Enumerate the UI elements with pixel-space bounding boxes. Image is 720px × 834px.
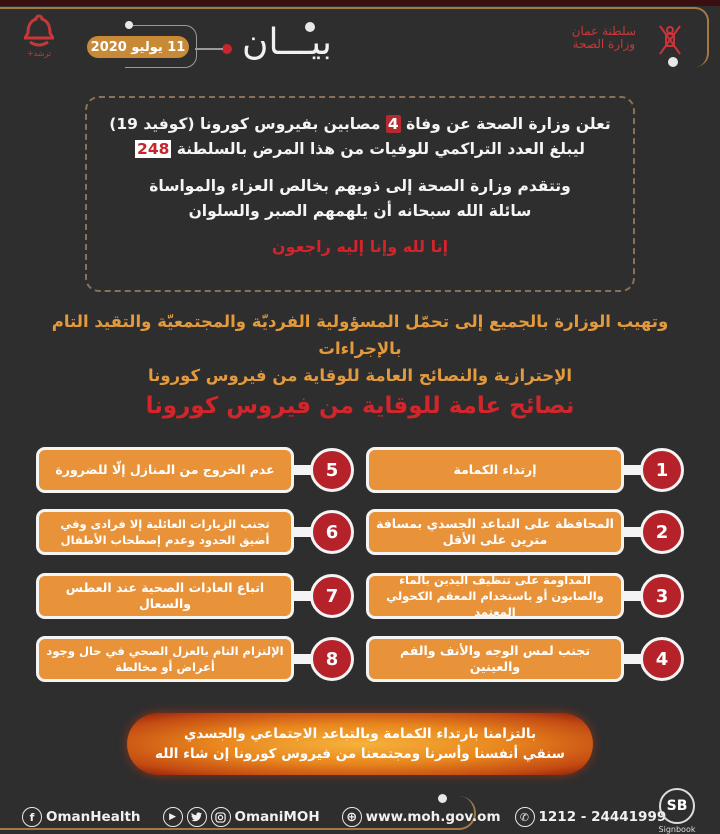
tip-item — [36, 509, 354, 555]
bell-label: ترشد+ — [26, 49, 52, 58]
tip-number: 3 — [640, 574, 684, 618]
tip-item — [366, 509, 684, 555]
tip-text: المداومة على تنظيف اليدين بالماء والصابون أو باستخدام المعقم الكحولي المعتمد — [366, 573, 624, 619]
date-badge: 11 يوليو 2020 — [87, 36, 189, 58]
logo-line-1: سلطنة عمان — [571, 24, 636, 38]
tips-title: نصائح عامة للوقاية من فيروس كورونا — [145, 393, 575, 419]
bell-icon — [24, 14, 54, 48]
tip-text: إرتداء الكمامة — [366, 447, 624, 493]
line2-before: ليبلغ العدد التراكمي للوفيات من هذا المرض بالسلطنة — [176, 140, 585, 158]
tip-number: 7 — [310, 574, 354, 618]
social-handle[interactable]: OmaniMOH — [234, 809, 320, 825]
signbook-label: Signbook — [658, 825, 696, 834]
condolence-line-2: سائلة الله سبحانه أن يلهمهم الصبر والسلوان — [188, 202, 532, 220]
tip-number: 4 — [640, 637, 684, 681]
instagram-icon[interactable] — [211, 807, 231, 827]
tip-item — [366, 447, 684, 493]
youtube-icon[interactable]: ▶ — [163, 807, 183, 827]
tip-item — [366, 573, 684, 619]
appeal-text — [20, 308, 700, 389]
slogan-line-1: بالتزامنا بارتداء الكمامة وبالتباعد الاجتماعي والجسدي — [183, 726, 537, 742]
appeal-line-1: وتهيب الوزارة بالجميع إلى تحمّل المسؤولية الفرديّة والمجتمعيّة والتقيد التام بالإجراءات — [51, 312, 669, 358]
tip-number: 8 — [310, 637, 354, 681]
tip-item — [36, 573, 354, 619]
announcement-box — [85, 96, 635, 292]
tip-text: تجنب الزيارات العائلية إلا فرادى وفي أضيق الحدود وعدم إصطحاب الأطفال — [36, 509, 294, 555]
tip-number: 1 — [640, 448, 684, 492]
line1-after: مصابين بفيروس كورونا (كوفيد 19) — [109, 115, 381, 133]
ministry-logo — [560, 10, 690, 66]
date-connector-line — [195, 48, 223, 50]
phone-icon: ✆ — [515, 807, 535, 827]
footer-contacts — [22, 805, 666, 829]
website-link[interactable]: www.moh.gov.om — [365, 809, 501, 825]
tip-number: 5 — [310, 448, 354, 492]
tip-item — [36, 636, 354, 682]
slogan-line-2: سنقي أنفسنا وأسرنا ومجتمعنا من فيروس كورونا إن شاء الله — [155, 746, 565, 762]
signbook-icon: SB — [659, 788, 695, 824]
tip-number: 2 — [640, 510, 684, 554]
total-deaths: 248 — [137, 140, 170, 158]
globe-icon: ⊕ — [342, 807, 362, 827]
page-title: بيـــان — [242, 22, 332, 63]
ministry-name — [572, 25, 636, 51]
twitter-icon[interactable] — [187, 807, 207, 827]
facebook-icon[interactable]: f — [22, 807, 42, 827]
tip-number: 6 — [310, 510, 354, 554]
title-dot — [222, 44, 232, 54]
tip-text: اتباع العادات الصحية عند العطس والسعال — [36, 573, 294, 619]
slogan-banner — [127, 713, 593, 775]
instagram-glyph-icon — [215, 812, 226, 823]
tip-item — [366, 636, 684, 682]
facebook-handle[interactable]: OmanHealth — [46, 809, 141, 825]
twitter-bird-icon — [191, 812, 202, 822]
appeal-line-2: الإحترازية والنصائح العامة للوقاية من فيروس كورونا — [147, 366, 573, 385]
condolence-line-1: وتتقدم وزارة الصحة إلى ذويهم بخالص العزاء والمواساة — [149, 177, 571, 195]
announcement-line-2 — [87, 137, 633, 162]
tip-text: تجنب لمس الوجه والأنف والفم والعينين — [366, 636, 624, 682]
phone-number[interactable]: 1212 - 24441999 — [538, 809, 667, 825]
connector-dot — [125, 21, 133, 29]
tip-text: المحافظة على التباعد الجسدي بمسافة مترين على الأقل — [366, 509, 624, 555]
oman-emblem-icon — [642, 12, 690, 64]
logo-line-2: وزارة الصحة — [572, 37, 636, 51]
line1-before: تعلن وزارة الصحة عن وفاة — [406, 115, 611, 133]
signbook-logo — [655, 788, 699, 834]
announcement-line-1 — [87, 112, 633, 137]
dua-text: إنا لله وإنا إليه راجعون — [271, 237, 449, 256]
tip-text: عدم الخروج من المنازل إلّا للضرورة — [36, 447, 294, 493]
tip-text: الإلتزام التام بالعزل الصحي في حال وجود أعراض أو مخالطة — [36, 636, 294, 682]
tip-item — [36, 447, 354, 493]
top-strip — [0, 0, 720, 6]
deaths-today: 4 — [387, 115, 399, 133]
footer-frame-dot — [438, 794, 447, 803]
tarshud-logo — [22, 14, 56, 64]
